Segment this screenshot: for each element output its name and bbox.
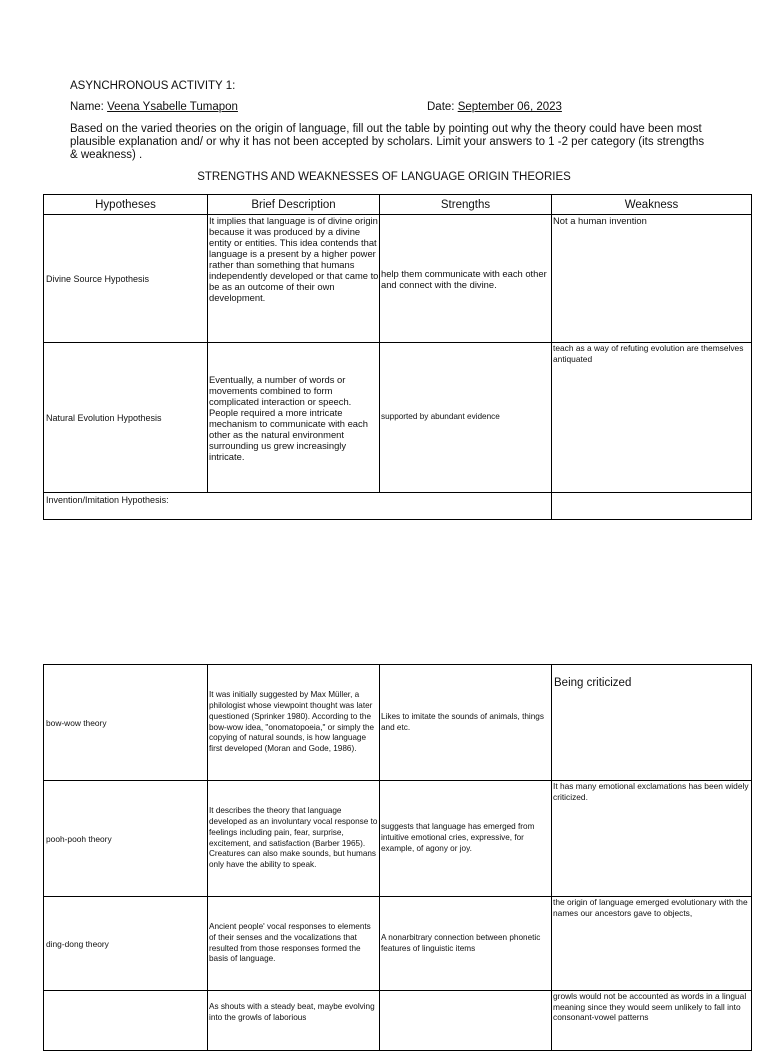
strengths-cell: suggests that language has emerged from intuitive emotional cries, expressive, for example, of agony or joy.	[380, 781, 552, 897]
description-cell: It implies that language is of divine origin because it was produced by a divine entity or entities. This idea contends that language is a present by a higher power rather than something that humans independently developed or that came to be as an outcome of their own development.	[208, 215, 380, 343]
instructions: Based on the varied theories on the origin of language, fill out the table by pointing out why the theory could have been most plausible explanation and/ or why it has not been accepted by scholars. Limit your answers to 1 -2 per category (its strengths & weakness) .	[70, 123, 705, 161]
table-row	[44, 343, 752, 493]
date-value: September 06, 2023	[457, 101, 562, 113]
description-cell: Ancient people' vocal responses to elements of their senses and the vocalizations that resulted from those responses formed the basis of language.	[208, 897, 380, 991]
strengths-cell: supported by abundant evidence	[380, 343, 552, 493]
invention-weakness-cell	[552, 493, 752, 520]
name-line	[70, 101, 238, 113]
table-title: STRENGTHS AND WEAKNESSES OF LANGUAGE ORIGIN THEORIES	[197, 171, 571, 183]
description-cell: It describes the theory that language developed as an involuntary vocal response to feelings including pain, fear, surprise, excitement, and satisfaction (Barber 1965). Creatures can also make sounds, but humans only have the ability to speak.	[208, 781, 380, 897]
weakness-cell: It has many emotional exclamations has been widely criticized.	[552, 781, 752, 897]
description-cell: Eventually, a number of words or movements combined to form complicated interaction or speech. People required a more intricate mechanism to communicate with each other as the natural environment surrounding us grew increasingly intricate.	[208, 343, 380, 493]
table-row	[44, 215, 752, 343]
col-header-weakness: Weakness	[552, 195, 752, 215]
weakness-cell: teach as a way of refuting evolution are themselves antiquated	[552, 343, 752, 493]
table-header-row	[44, 195, 752, 215]
table-row	[44, 897, 752, 991]
activity-title: ASYNCHRONOUS ACTIVITY 1:	[70, 80, 236, 92]
hypothesis-cell: pooh-pooh theory	[44, 781, 208, 897]
table-row	[44, 781, 752, 897]
description-cell: It was initially suggested by Max Müller, a philologist whose viewpoint thought was later questioned (Sprinker 1980). According to the bow-wow idea, "onomatopoeia," or simply the copying of natural sounds, is how language first developed (Moran and Gode, 1986).	[208, 665, 380, 781]
hypothesis-cell	[44, 991, 208, 1051]
date-line	[427, 101, 562, 113]
hypothesis-cell: Natural Evolution Hypothesis	[44, 343, 208, 493]
theories-table-1	[43, 194, 752, 520]
name-label: Name:	[70, 101, 104, 113]
weakness-cell: Not a human invention	[552, 215, 752, 343]
invention-row	[44, 493, 752, 520]
strengths-cell: help them communicate with each other and connect with the divine.	[380, 215, 552, 343]
weakness-cell: Being criticized	[552, 665, 752, 781]
invention-hypothesis-label: Invention/Imitation Hypothesis:	[44, 493, 552, 520]
date-label: Date:	[427, 101, 455, 113]
hypothesis-cell: Divine Source Hypothesis	[44, 215, 208, 343]
hypothesis-cell: ding-dong theory	[44, 897, 208, 991]
col-header-hypotheses: Hypotheses	[44, 195, 208, 215]
strengths-cell: Likes to imitate the sounds of animals, things and etc.	[380, 665, 552, 781]
col-header-description: Brief Description	[208, 195, 380, 215]
name-value: Veena Ysabelle Tumapon	[107, 101, 238, 113]
weakness-cell: growls would not be accounted as words in a lingual meaning since they would seem unlikely to fall into consonant-vowel patterns	[552, 991, 752, 1051]
weakness-cell: the origin of language emerged evolutionary with the names our ancestors gave to objects,	[552, 897, 752, 991]
strengths-cell: A nonarbitrary connection between phonetic features of linguistic items	[380, 897, 552, 991]
table-row	[44, 665, 752, 781]
description-cell: As shouts with a steady beat, maybe evolving into the growls of laborious	[208, 991, 380, 1051]
hypothesis-cell: bow-wow theory	[44, 665, 208, 781]
table-row	[44, 991, 752, 1051]
theories-table-2	[43, 664, 752, 1051]
col-header-strengths: Strengths	[380, 195, 552, 215]
strengths-cell	[380, 991, 552, 1051]
